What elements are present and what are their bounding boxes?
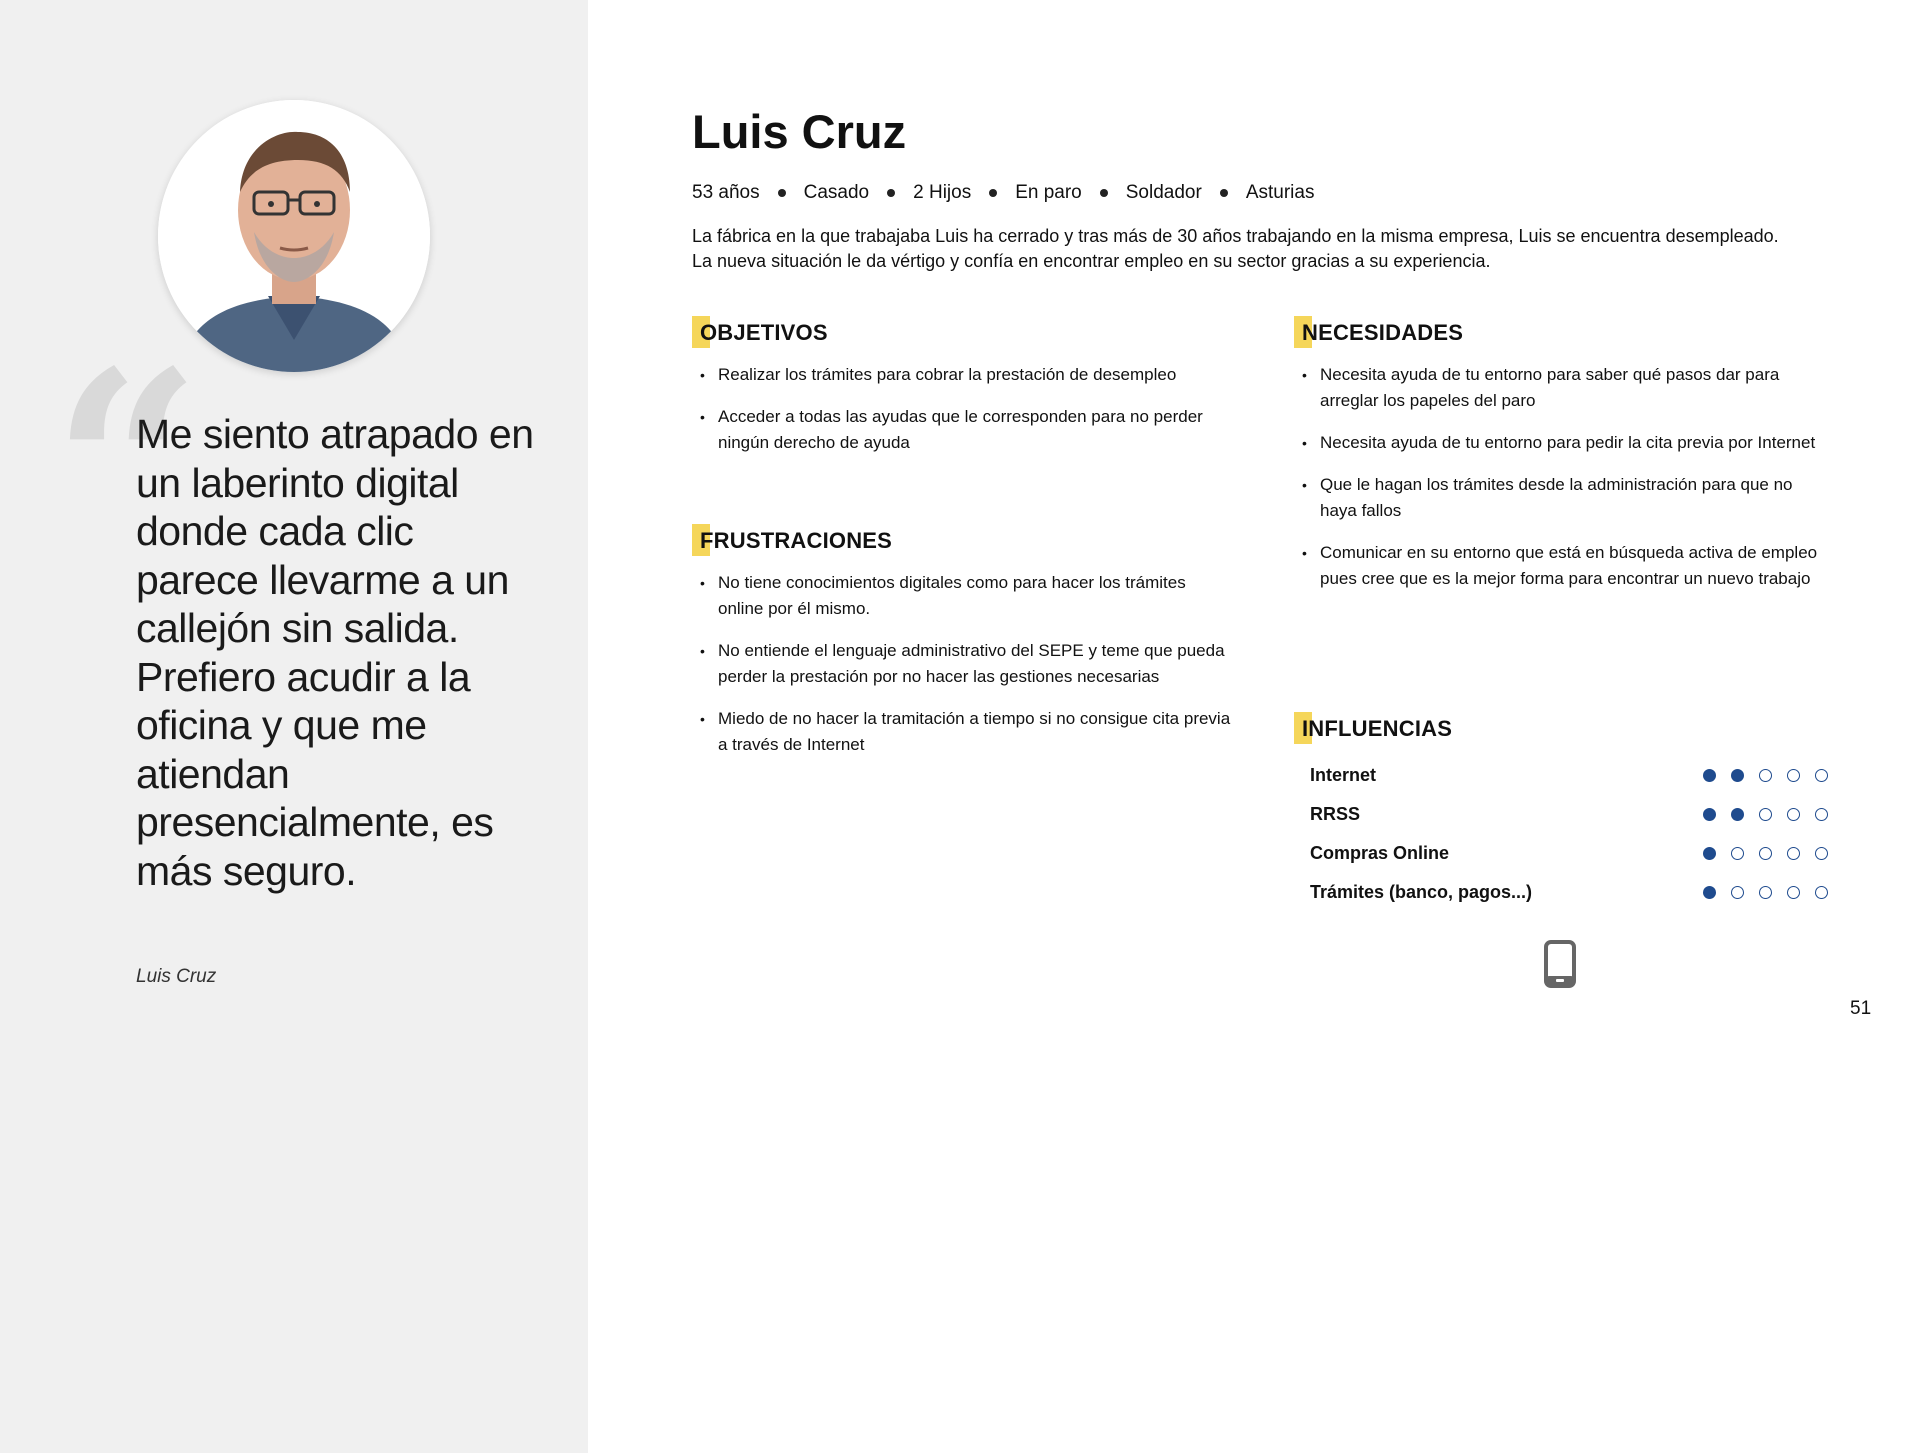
rating-dot-empty (1787, 808, 1800, 821)
quote-mark-icon: “ (52, 315, 202, 620)
section-title-necesidades: NECESIDADES (1294, 320, 1463, 346)
rating-dot-filled (1703, 808, 1716, 821)
persona-name: Luis Cruz (692, 105, 907, 158)
smartphone-icon (1544, 940, 1576, 993)
intro-line: La fábrica en la que trabajaba Luis ha cerrado y tras más de 30 años trabajando en la misma empresa, Luis se encuentra desempleado. (692, 226, 1779, 246)
necesidades-list (1294, 362, 1834, 608)
bullet-separator (1220, 189, 1228, 197)
section-title-objetivos: OBJETIVOS (692, 320, 828, 346)
rating-dot-empty (1759, 886, 1772, 899)
rating-dot-filled (1703, 886, 1716, 899)
list-item: • Que le hagan los trámites desde la administración para que no haya fallos (1294, 472, 1834, 524)
list-item: • No tiene conocimientos digitales como para hacer los trámites online por él mismo. (692, 570, 1232, 622)
influence-row (1310, 873, 1830, 912)
influencias-list (1310, 756, 1830, 912)
meta-age: 53 años (692, 182, 760, 203)
influence-label: Internet (1310, 765, 1377, 785)
influence-label: RRSS (1310, 804, 1361, 824)
bullet-separator (1100, 189, 1108, 197)
rating-dot-filled (1731, 769, 1744, 782)
meta-civil-status: Casado (803, 182, 870, 203)
rating-dot-empty (1787, 886, 1800, 899)
meta-location: Asturias (1245, 182, 1315, 203)
rating-dot-empty (1815, 808, 1828, 821)
rating-dot-empty (1731, 847, 1744, 860)
influence-label: Compras Online (1310, 843, 1450, 863)
influence-row (1310, 795, 1830, 834)
list-item: • Realizar los trámites para cobrar la prestación de desempleo (692, 362, 1232, 388)
rating-dot-empty (1759, 808, 1772, 821)
rating-dots (1703, 886, 1828, 899)
sidebar-panel (0, 0, 588, 1453)
rating-dot-empty (1787, 769, 1800, 782)
objetivos-list (692, 362, 1232, 472)
rating-dot-empty (1815, 886, 1828, 899)
meta-profession: Soldador (1125, 182, 1202, 203)
rating-dot-empty (1787, 847, 1800, 860)
rating-dot-empty (1815, 769, 1828, 782)
rating-dot-empty (1731, 886, 1744, 899)
list-item: • Miedo de no hacer la tramitación a tiempo si no consigue cita previa a través de Internet (692, 706, 1232, 758)
persona-intro (692, 224, 1872, 274)
section-title-frustraciones: FRUSTRACIONES (692, 528, 892, 554)
rating-dot-empty (1815, 847, 1828, 860)
meta-employment: En paro (1015, 182, 1082, 203)
bullet-separator (778, 189, 786, 197)
meta-children: 2 Hijos (913, 182, 972, 203)
intro-line: La nueva situación le da vértigo y confía en encontrar empleo en su sector gracias a su experiencia. (692, 251, 1491, 271)
frustraciones-list (692, 570, 1232, 774)
rating-dots (1703, 769, 1828, 782)
influence-row (1310, 756, 1830, 795)
rating-dot-empty (1759, 847, 1772, 860)
rating-dots (1703, 847, 1828, 860)
quote-author: Luis Cruz (136, 966, 217, 987)
bullet-separator (989, 189, 997, 197)
list-item: • Necesita ayuda de tu entorno para saber qué pasos dar para arreglar los papeles del paro (1294, 362, 1834, 414)
list-item: • No entiende el lenguaje administrativo del SEPE y teme que pueda perder la prestación por no hacer las gestiones necesarias (692, 638, 1232, 690)
rating-dot-filled (1731, 808, 1744, 821)
influence-row (1310, 834, 1830, 873)
list-item: • Acceder a todas las ayudas que le corresponden para no perder ningún derecho de ayuda (692, 404, 1232, 456)
section-title-influencias: INFLUENCIAS (1294, 716, 1452, 742)
influence-label: Trámites (banco, pagos...) (1310, 882, 1533, 902)
list-item: • Necesita ayuda de tu entorno para pedir la cita previa por Internet (1294, 430, 1834, 456)
rating-dot-empty (1759, 769, 1772, 782)
persona-meta (692, 182, 1314, 204)
page-number: 51 (1850, 998, 1872, 1019)
list-item: • Comunicar en su entorno que está en búsqueda activa de empleo pues cree que es la mejor forma para encontrar un nuevo trabajo (1294, 540, 1834, 592)
rating-dot-filled (1703, 769, 1716, 782)
bullet-separator (887, 189, 895, 197)
persona-quote: Me siento atrapado en un laberinto digital donde cada clic parece llevarme a un callejón sin salida. Prefiero acudir a la oficina y que me atiendan presencialmente, es más seguro. (136, 411, 534, 894)
rating-dot-filled (1703, 847, 1716, 860)
rating-dots (1703, 808, 1828, 821)
